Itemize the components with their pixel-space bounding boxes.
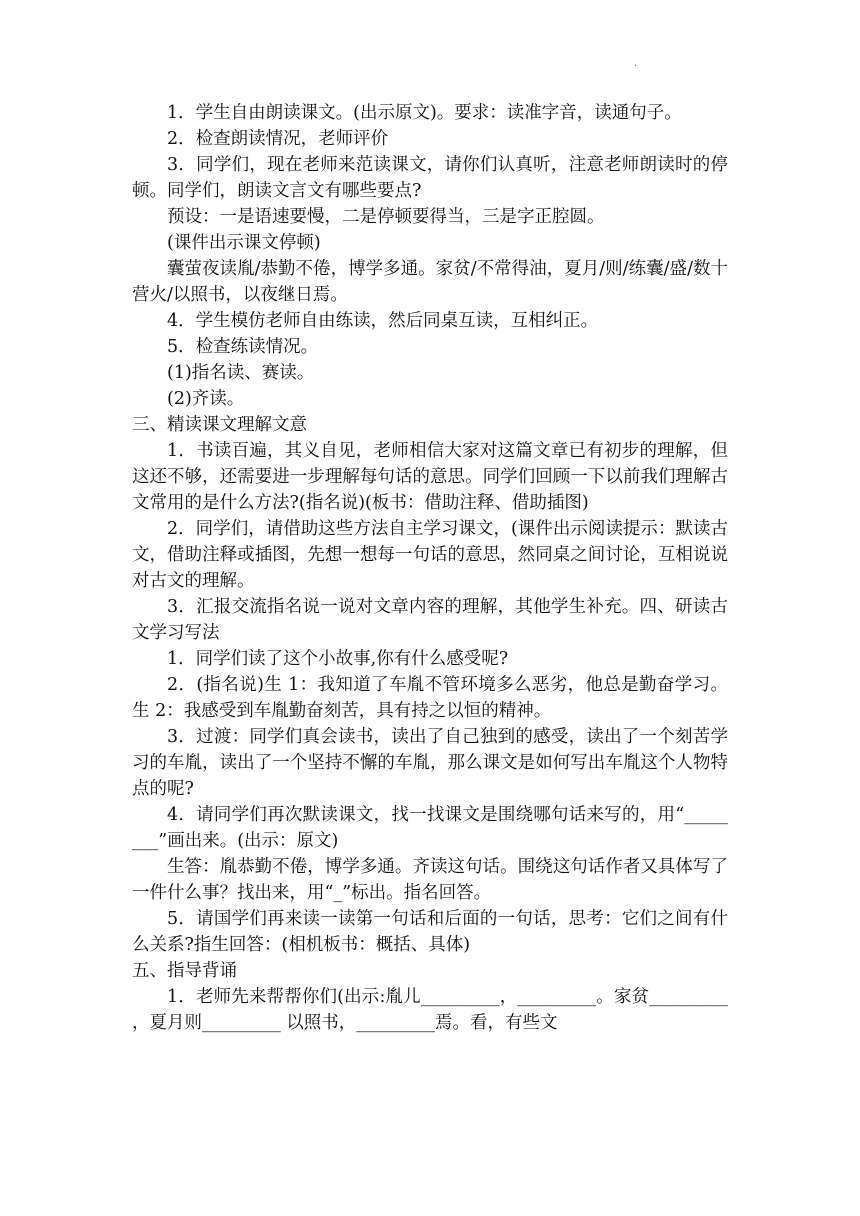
paragraph-17: 3．过渡：同学们真会读书，读出了自己独到的感受，读出了一个刻苦学习的车胤，读出了一个坚持不懈的车胤，那么课文是如何写出车胤这个人物特点的呢? (132, 727, 728, 799)
page-corner-mark: . (634, 58, 638, 69)
paragraph-13: 2．同学们，请借助这些方法自主学习课文，(课件出示阅读提示：默读古文，借助注释或插图，先想一想每一句话的意思，然同桌之间讨论，互相说说对古文的理解。 (132, 519, 728, 591)
paragraph-20: 5．请国学们再来读一读第一句话和后面的一句话，思考：它们之间有什么关系?指生回答：(相机板书：概括、具体) (132, 909, 728, 955)
paragraph-9: (1)指名读、赛读。 (167, 363, 315, 383)
paragraph-18: 4．请同学们再次默读课文，找一找课文是围绕哪句话来写的，用“________”画出来。(出示：原文) (132, 805, 728, 851)
paragraph-19: 生答：胤恭勤不倦，博学多通。齐读这句话。围绕这句话作者又具体写了一件什么事？找出来，用“_”标出。指名回答。 (132, 857, 728, 903)
paragraph-7: 4．学生模仿老师自由练读，然后同桌互读，互相纠正。 (167, 311, 599, 331)
paragraph-14: 3．汇报交流指名说一说对文章内容的理解，其他学生补充。四、研读古文学习写法 (132, 597, 728, 643)
paragraph-3: 3．同学们，现在老师来范读课文，请你们认真听，注意老师朗读时的停顿。同学们，朗读文言文有哪些要点? (132, 155, 728, 201)
section-heading-5: 五、指导背诵 (132, 961, 237, 981)
paragraph-6: 囊萤夜读胤/恭勤不倦，博学多通。家贫/不常得油，夏月/则/练囊/盛/数十营火/以照书，以夜继日焉。 (132, 259, 728, 305)
paragraph-5: (课件出示课文停顿) (167, 233, 321, 253)
paragraph-1: 1．学生自由朗读课文。(出示原文)。要求：读准字音，读通句子。 (167, 103, 682, 123)
section-heading-3: 三、精读课文理解文意 (132, 415, 307, 435)
paragraph-15: 1．同学们读了这个小故事,你有什么感受呢? (167, 649, 509, 669)
paragraph-2: 2．检查朗读情况，老师评价 (167, 129, 389, 149)
paragraph-8: 5．检查练读情况。 (167, 337, 319, 357)
paragraph-16: 2．(指名说)生 1：我知道了车胤不管环境多么恶劣，他总是勤奋学习。生 2：我感受到车胤勤奋刻苦，具有持之以恒的精神。 (132, 675, 728, 721)
paragraph-22: 1．老师先来帮帮你们(出示:胤儿_________，_________。家贫_________ ，夏月则_________ 以照书，_________焉。看，有些文 (132, 987, 728, 1033)
paragraph-12: 1．书读百遍，其义自见，老师相信大家对这篇文章已有初步的理解，但这还不够，还需要进一步理解每句话的意思。同学们回顾一下以前我们理解古文常用的是什么方法?(指名说)(板书：借助注释、借助插图) (132, 441, 728, 513)
paragraph-10: (2)齐读。 (167, 389, 245, 409)
document-body (132, 100, 728, 1036)
paragraph-4: 预设：一是语速要慢，二是停顿要得当，三是字正腔圆。 (167, 207, 605, 227)
